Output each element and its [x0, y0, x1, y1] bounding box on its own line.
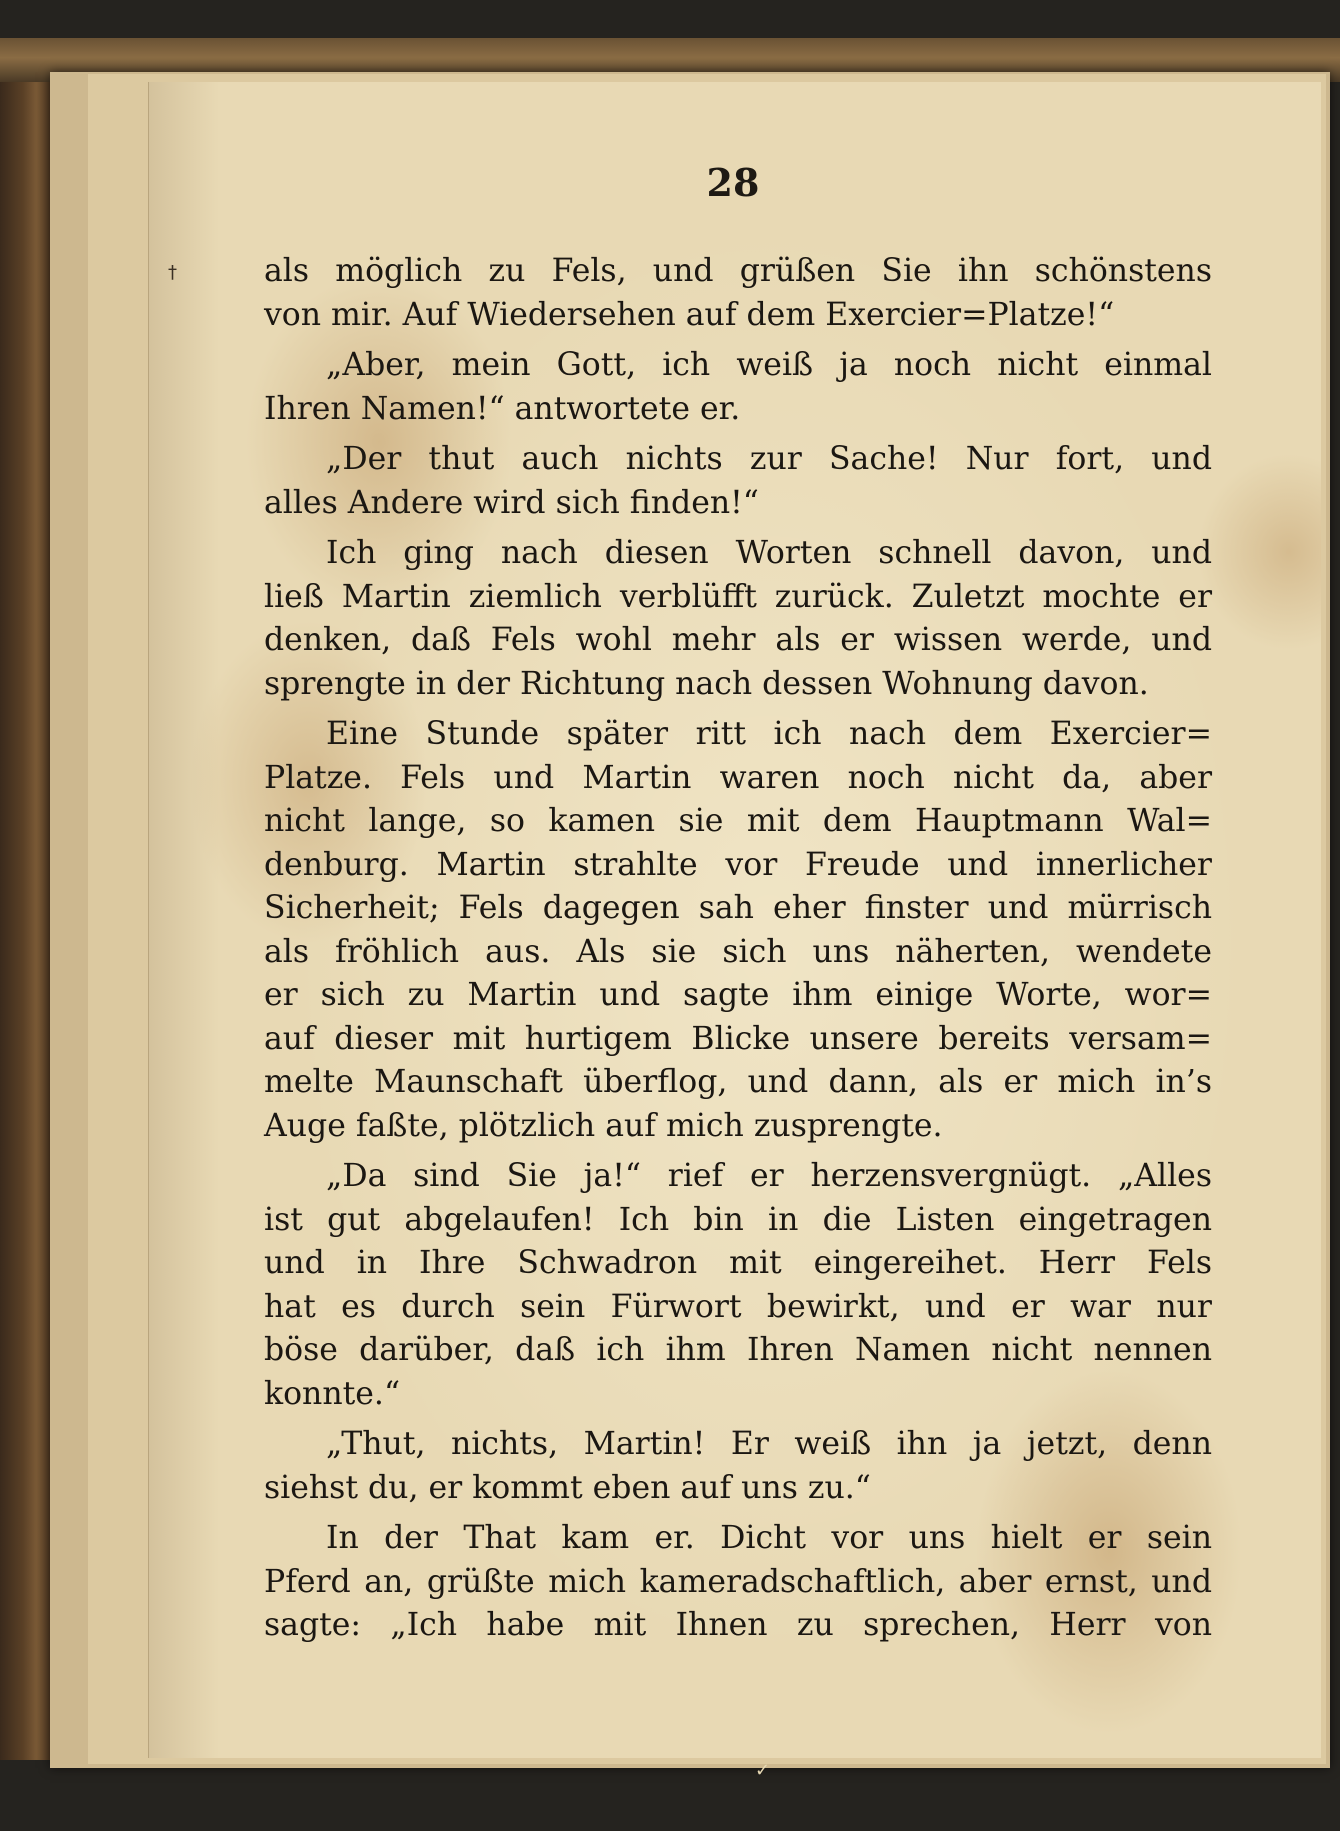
text-line: sagte: „Ich habe mit Ihnen zu sprechen, Herr von — [264, 1607, 1212, 1643]
text-line: Ich ging nach diesen Worten schnell davon, und — [326, 535, 1212, 571]
text-line: alles Andere wird sich finden!“ — [264, 484, 759, 521]
text-line: Ihren Namen!“ antwortete er. — [264, 390, 741, 427]
text-line: konnte.“ — [264, 1375, 401, 1412]
text-line: Sicherheit; Fels dagegen sah eher finster und mürrisch — [264, 890, 1212, 926]
text-line: nicht lange, so kamen sie mit dem Hauptmann Wal= — [264, 803, 1212, 839]
text-line: er sich zu Martin und sagte ihm einige Worte, wor= — [264, 977, 1212, 1013]
text-line: sprengte in der Richtung nach dessen Wohnung davon. — [264, 665, 1149, 702]
text-line: „Der thut auch nichts zur Sache! Nur fort, und — [326, 441, 1212, 477]
text-line: hat es durch sein Fürwort bewirkt, und er war nur — [264, 1288, 1212, 1325]
text-line: ließ Martin ziemlich verblüfft zurück. Zuletzt mochte er — [264, 578, 1212, 615]
text-line: Auge faßte, plötzlich auf mich zusprengte. — [264, 1107, 943, 1144]
text-line: denken, daß Fels wohl mehr als er wissen werde, und — [264, 622, 1212, 658]
text-line: „Thut, nichts, Martin! Er weiß ihn ja jetzt, denn — [326, 1426, 1212, 1462]
text-line: ist gut abgelaufen! Ich bin in die Listen eingetragen — [264, 1201, 1212, 1238]
text-line: melte Maunschaft überflog, und dann, als er mich in’s — [264, 1064, 1212, 1100]
text-line: Platze. Fels und Martin waren noch nicht da, aber — [264, 759, 1212, 796]
text-line: Pferd an, grüßte mich kameradschaftlich, aber ernst, und — [264, 1563, 1212, 1600]
text-line: als möglich zu Fels, und grüßen Sie ihn schönstens — [264, 253, 1212, 289]
page-number: 28 — [706, 160, 760, 205]
text-line: von mir. Auf Wiedersehen auf dem Exercier=Platze!“ — [264, 296, 1115, 333]
text-line: Eine Stunde später ritt ich nach dem Exercier= — [326, 716, 1212, 752]
body-text — [264, 250, 1212, 1648]
text-line: und in Ihre Schwadron mit eingereihet. Herr Fels — [264, 1245, 1212, 1281]
text-line: auf dieser mit hurtigem Blicke unsere bereits versam= — [264, 1020, 1212, 1057]
text-line: böse darüber, daß ich ihm Ihren Namen nicht nennen — [264, 1332, 1212, 1368]
text-line: In der That kam er. Dicht vor uns hielt er sein — [326, 1520, 1212, 1556]
text-line: siehst du, er kommt eben auf uns zu.“ — [264, 1469, 871, 1506]
text-line: als fröhlich aus. Als sie sich uns näherten, wendete — [264, 933, 1212, 970]
text-line: denburg. Martin strahlte vor Freude und innerlicher — [264, 846, 1212, 883]
text-line: „Da sind Sie ja!“ rief er herzensvergnügt. „Alles — [326, 1158, 1212, 1194]
bottom-mark: ✓ — [755, 1760, 771, 1781]
margin-mark: † — [168, 262, 177, 283]
text-line: „Aber, mein Gott, ich weiß ja noch nicht einmal — [326, 347, 1212, 383]
